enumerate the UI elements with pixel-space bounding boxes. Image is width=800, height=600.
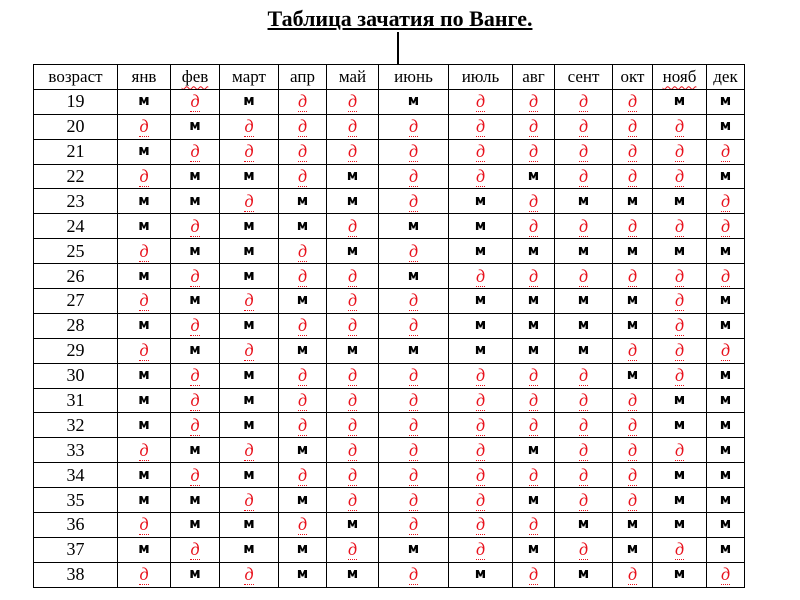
table-row [34,338,745,363]
age-cell: 29 [34,338,118,363]
boy-cell: м [653,239,707,264]
girl-cell: д [279,164,327,189]
boy-cell: м [279,289,327,314]
girl-cell: д [118,513,171,538]
boy-cell: м [707,313,745,338]
header-month: окт [613,65,653,90]
header-month: авг [513,65,555,90]
boy-cell: м [513,438,555,463]
age-cell: 35 [34,488,118,513]
boy-cell: м [220,537,279,562]
age-cell: 21 [34,139,118,164]
girl-cell: д [379,239,449,264]
girl-cell: д [279,239,327,264]
girl-cell: д [279,513,327,538]
table-row [34,413,745,438]
boy-cell: м [555,338,613,363]
boy-cell: м [613,189,653,214]
boy-cell: м [513,537,555,562]
boy-cell: м [118,189,171,214]
girl-cell: д [513,513,555,538]
table-row [34,189,745,214]
boy-cell: м [555,562,613,587]
girl-cell: д [653,289,707,314]
girl-cell: д [279,139,327,164]
girl-cell: д [327,139,379,164]
boy-cell: м [118,363,171,388]
age-cell: 37 [34,537,118,562]
boy-cell: м [653,513,707,538]
girl-cell: д [555,264,613,289]
girl-cell: д [513,89,555,114]
boy-cell: м [220,363,279,388]
girl-cell: д [707,139,745,164]
boy-cell: м [220,264,279,289]
girl-cell: д [279,463,327,488]
boy-cell: м [555,239,613,264]
girl-cell: д [555,363,613,388]
boy-cell: м [171,289,220,314]
girl-cell: д [220,289,279,314]
girl-cell: д [613,89,653,114]
girl-cell: д [449,388,513,413]
boy-cell: м [220,239,279,264]
boy-cell: м [118,463,171,488]
boy-cell: м [171,562,220,587]
girl-cell: д [379,313,449,338]
girl-cell: д [707,264,745,289]
header-month: май [327,65,379,90]
girl-cell: д [279,114,327,139]
girl-cell: д [118,438,171,463]
girl-cell: д [653,313,707,338]
girl-cell: д [613,488,653,513]
boy-cell: м [118,537,171,562]
table-row [34,438,745,463]
girl-cell: д [513,363,555,388]
table-row [34,139,745,164]
table-row [34,388,745,413]
age-cell: 19 [34,89,118,114]
boy-cell: м [613,289,653,314]
girl-cell: д [707,189,745,214]
page-title: Таблица зачатия по Ванге. [267,6,533,31]
girl-cell: д [279,89,327,114]
girl-cell: д [449,164,513,189]
boy-cell: м [513,239,555,264]
girl-cell: д [118,239,171,264]
boy-cell: м [613,537,653,562]
boy-cell: м [707,438,745,463]
boy-cell: м [653,388,707,413]
girl-cell: д [279,313,327,338]
girl-cell: д [449,463,513,488]
girl-cell: д [613,214,653,239]
girl-cell: д [613,438,653,463]
girl-cell: д [653,537,707,562]
girl-cell: д [707,338,745,363]
boy-cell: м [653,463,707,488]
girl-cell: д [279,363,327,388]
girl-cell: д [379,438,449,463]
boy-cell: м [220,89,279,114]
boy-cell: м [327,189,379,214]
boy-cell: м [707,413,745,438]
girl-cell: д [449,537,513,562]
boy-cell: м [379,214,449,239]
boy-cell: м [707,463,745,488]
age-cell: 34 [34,463,118,488]
age-cell: 28 [34,313,118,338]
girl-cell: д [279,264,327,289]
header-month: янв [118,65,171,90]
girl-cell: д [449,139,513,164]
table-row [34,239,745,264]
header-month: сент [555,65,613,90]
age-cell: 24 [34,214,118,239]
girl-cell: д [220,189,279,214]
boy-cell: м [327,513,379,538]
girl-cell: д [327,363,379,388]
girl-cell: д [613,562,653,587]
boy-cell: м [613,313,653,338]
girl-cell: д [449,114,513,139]
girl-cell: д [653,139,707,164]
header-month: июль [449,65,513,90]
table-row [34,313,745,338]
girl-cell: д [513,114,555,139]
boy-cell: м [327,239,379,264]
header-row [34,65,745,90]
boy-cell: м [171,164,220,189]
girl-cell: д [327,89,379,114]
girl-cell: д [171,537,220,562]
header-month: март [220,65,279,90]
boy-cell: м [279,537,327,562]
girl-cell: д [379,363,449,388]
girl-cell: д [279,413,327,438]
boy-cell: м [279,562,327,587]
girl-cell: д [653,114,707,139]
girl-cell: д [555,139,613,164]
girl-cell: д [513,264,555,289]
girl-cell: д [379,189,449,214]
boy-cell: м [220,164,279,189]
girl-cell: д [613,463,653,488]
girl-cell: д [379,114,449,139]
boy-cell: м [279,189,327,214]
boy-cell: м [613,239,653,264]
girl-cell: д [513,214,555,239]
girl-cell: д [379,139,449,164]
girl-cell: д [555,413,613,438]
girl-cell: д [327,264,379,289]
girl-cell: д [171,413,220,438]
boy-cell: м [653,89,707,114]
boy-cell: м [379,338,449,363]
girl-cell: д [513,189,555,214]
boy-cell: м [513,289,555,314]
age-cell: 33 [34,438,118,463]
girl-cell: д [220,488,279,513]
girl-cell: д [327,214,379,239]
girl-cell: д [379,413,449,438]
girl-cell: д [379,289,449,314]
age-cell: 36 [34,513,118,538]
girl-cell: д [279,388,327,413]
boy-cell: м [220,388,279,413]
boy-cell: м [513,488,555,513]
girl-cell: д [707,214,745,239]
boy-cell: м [118,89,171,114]
girl-cell: д [379,463,449,488]
boy-cell: м [707,363,745,388]
table-row [34,463,745,488]
table-row [34,114,745,139]
girl-cell: д [555,438,613,463]
header-month: нояб [653,65,707,90]
girl-cell: д [379,562,449,587]
boy-cell: м [707,89,745,114]
girl-cell: д [613,388,653,413]
girl-cell: д [653,164,707,189]
boy-cell: м [613,363,653,388]
boy-cell: м [653,562,707,587]
header-age: возраст [34,65,118,90]
girl-cell: д [449,513,513,538]
boy-cell: м [653,189,707,214]
girl-cell: д [379,513,449,538]
boy-cell: м [707,488,745,513]
girl-cell: д [118,289,171,314]
table-row [34,264,745,289]
boy-cell: м [171,488,220,513]
boy-cell: м [707,513,745,538]
girl-cell: д [555,537,613,562]
boy-cell: м [707,537,745,562]
boy-cell: м [555,513,613,538]
girl-cell: д [613,413,653,438]
girl-cell: д [220,338,279,363]
boy-cell: м [279,214,327,239]
boy-cell: м [118,488,171,513]
table-row [34,363,745,388]
age-cell: 38 [34,562,118,587]
girl-cell: д [513,463,555,488]
boy-cell: м [118,264,171,289]
girl-cell: д [613,164,653,189]
age-cell: 26 [34,264,118,289]
girl-cell: д [653,214,707,239]
girl-cell: д [555,488,613,513]
girl-cell: д [555,89,613,114]
boy-cell: м [171,239,220,264]
girl-cell: д [653,363,707,388]
girl-cell: д [171,363,220,388]
boy-cell: м [555,313,613,338]
girl-cell: д [613,139,653,164]
boy-cell: м [555,189,613,214]
table-row [34,289,745,314]
age-cell: 27 [34,289,118,314]
boy-cell: м [513,164,555,189]
boy-cell: м [279,488,327,513]
girl-cell: д [220,114,279,139]
girl-cell: д [118,164,171,189]
age-cell: 23 [34,189,118,214]
boy-cell: м [513,313,555,338]
boy-cell: м [327,338,379,363]
girl-cell: д [220,139,279,164]
girl-cell: д [449,488,513,513]
girl-cell: д [327,413,379,438]
boy-cell: м [118,214,171,239]
boy-cell: м [379,264,449,289]
boy-cell: м [118,413,171,438]
conception-table [33,64,745,588]
boy-cell: м [220,463,279,488]
boy-cell: м [327,164,379,189]
girl-cell: д [171,463,220,488]
table-row [34,562,745,587]
girl-cell: д [613,338,653,363]
girl-cell: д [555,463,613,488]
boy-cell: м [171,513,220,538]
header-month: фев [171,65,220,90]
girl-cell: д [118,114,171,139]
table-row [34,537,745,562]
boy-cell: м [379,537,449,562]
boy-cell: м [220,413,279,438]
girl-cell: д [613,264,653,289]
boy-cell: м [171,114,220,139]
age-cell: 30 [34,363,118,388]
age-cell: 25 [34,239,118,264]
girl-cell: д [171,89,220,114]
girl-cell: д [171,313,220,338]
boy-cell: м [555,289,613,314]
girl-cell: д [118,562,171,587]
girl-cell: д [327,537,379,562]
girl-cell: д [327,313,379,338]
boy-cell: м [327,562,379,587]
age-cell: 22 [34,164,118,189]
boy-cell: м [279,338,327,363]
boy-cell: м [653,413,707,438]
girl-cell: д [449,264,513,289]
connector-line [397,32,399,65]
girl-cell: д [379,488,449,513]
girl-cell: д [449,438,513,463]
girl-cell: д [379,388,449,413]
girl-cell: д [327,463,379,488]
girl-cell: д [707,562,745,587]
girl-cell: д [513,413,555,438]
girl-cell: д [171,264,220,289]
boy-cell: м [707,388,745,413]
girl-cell: д [379,164,449,189]
table-row [34,214,745,239]
girl-cell: д [118,338,171,363]
girl-cell: д [653,264,707,289]
boy-cell: м [513,338,555,363]
girl-cell: д [513,388,555,413]
boy-cell: м [118,139,171,164]
girl-cell: д [327,114,379,139]
boy-cell: м [449,239,513,264]
girl-cell: д [449,89,513,114]
girl-cell: д [555,214,613,239]
header-month: июнь [379,65,449,90]
boy-cell: м [613,513,653,538]
girl-cell: д [555,114,613,139]
girl-cell: д [171,139,220,164]
girl-cell: д [327,388,379,413]
boy-cell: м [449,189,513,214]
boy-cell: м [220,313,279,338]
boy-cell: м [707,114,745,139]
boy-cell: м [171,189,220,214]
boy-cell: м [449,214,513,239]
boy-cell: м [653,488,707,513]
boy-cell: м [449,289,513,314]
boy-cell: м [707,289,745,314]
boy-cell: м [379,89,449,114]
boy-cell: м [449,562,513,587]
girl-cell: д [449,363,513,388]
boy-cell: м [118,388,171,413]
girl-cell: д [653,438,707,463]
girl-cell: д [327,438,379,463]
table-row [34,164,745,189]
boy-cell: м [171,438,220,463]
boy-cell: м [279,438,327,463]
girl-cell: д [171,388,220,413]
boy-cell: м [449,313,513,338]
girl-cell: д [653,338,707,363]
table-row [34,513,745,538]
girl-cell: д [555,164,613,189]
boy-cell: м [171,338,220,363]
girl-cell: д [171,214,220,239]
age-cell: 20 [34,114,118,139]
age-cell: 31 [34,388,118,413]
girl-cell: д [449,413,513,438]
girl-cell: д [613,114,653,139]
girl-cell: д [220,438,279,463]
boy-cell: м [220,214,279,239]
girl-cell: д [220,562,279,587]
boy-cell: м [707,239,745,264]
boy-cell: м [220,513,279,538]
girl-cell: д [327,488,379,513]
boy-cell: м [118,313,171,338]
girl-cell: д [513,562,555,587]
boy-cell: м [707,164,745,189]
table-row [34,89,745,114]
age-cell: 32 [34,413,118,438]
header-month: дек [707,65,745,90]
boy-cell: м [449,338,513,363]
girl-cell: д [513,139,555,164]
header-month: апр [279,65,327,90]
table-row [34,488,745,513]
girl-cell: д [327,289,379,314]
girl-cell: д [555,388,613,413]
